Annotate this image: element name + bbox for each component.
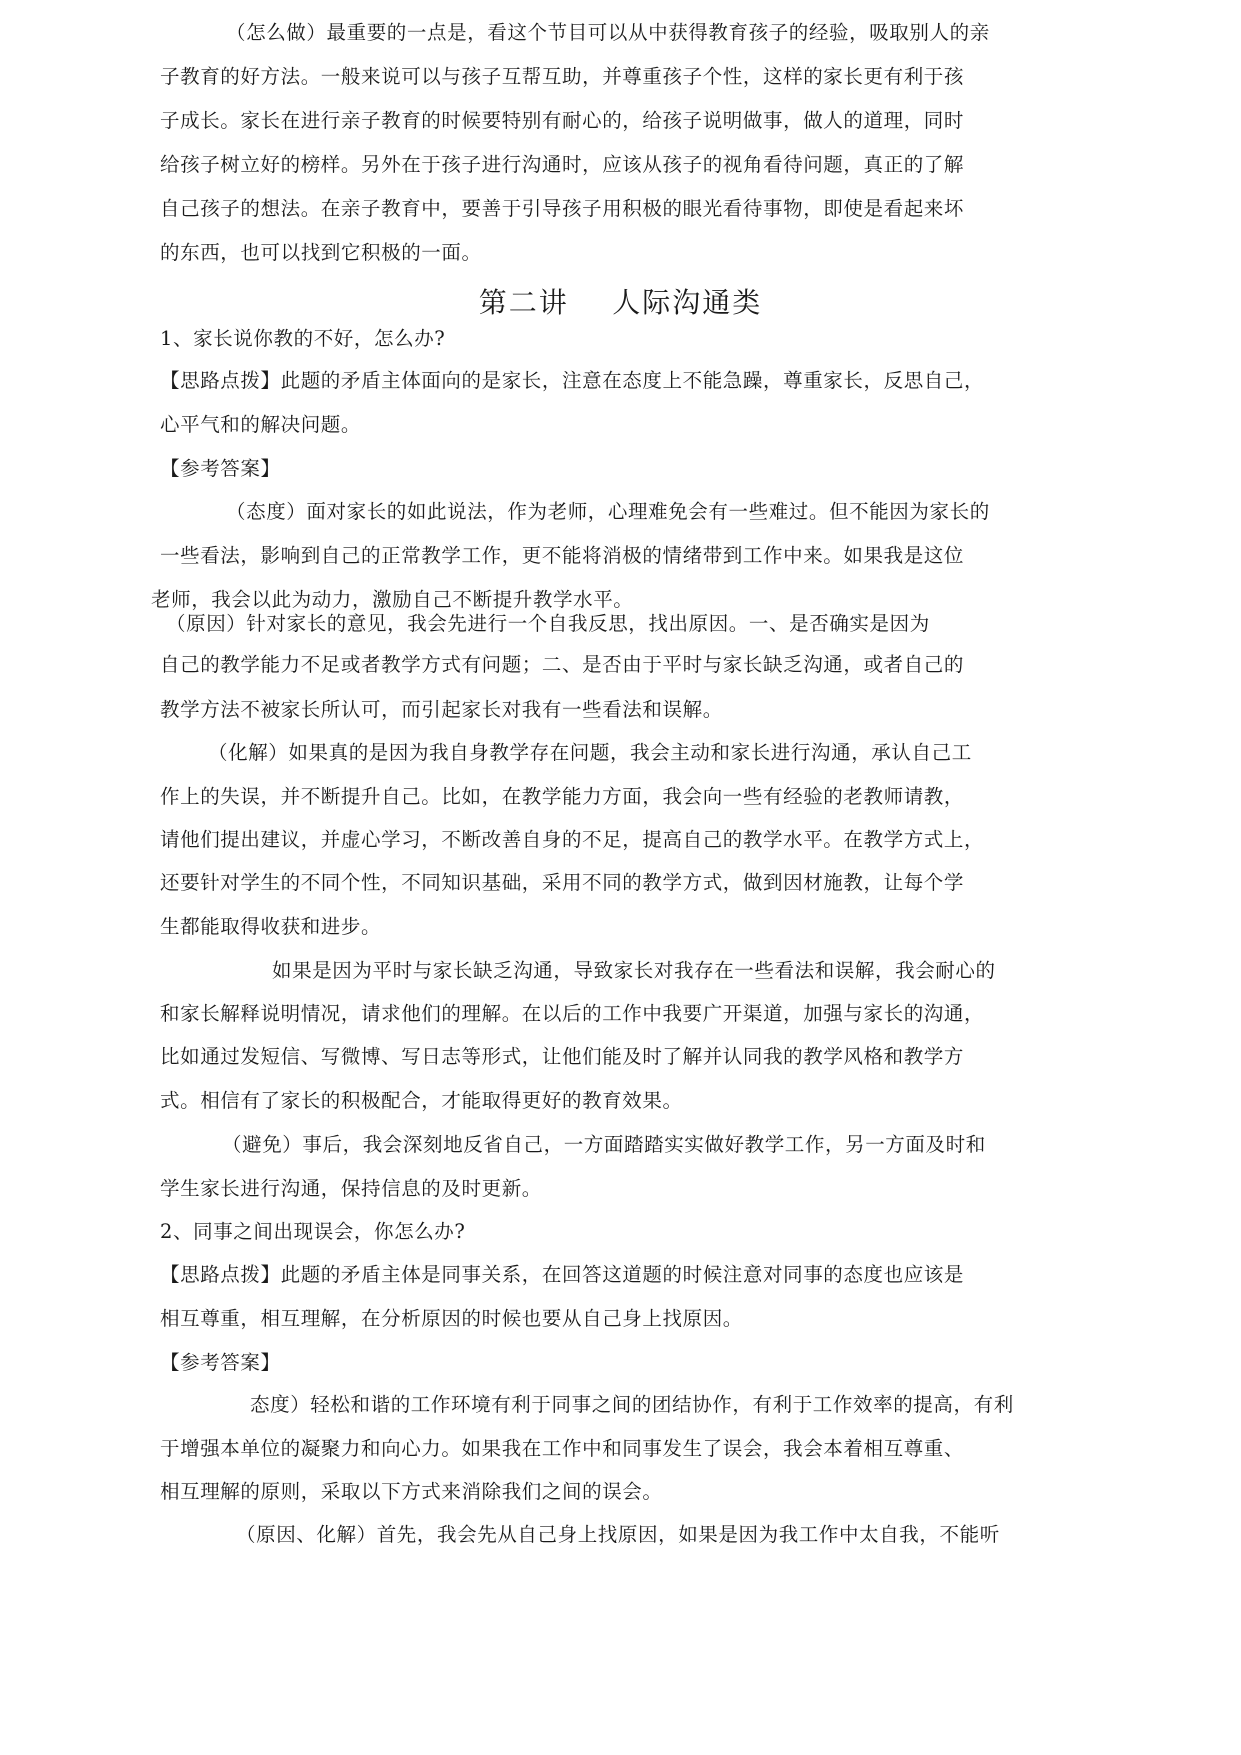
paragraph-line: 如果是因为平时与家长缺乏沟通，导致家长对我存在一些看法和误解，我会耐心的 [272, 959, 996, 982]
section-title: 第二讲 人际沟通类 [478, 286, 763, 319]
paragraph-line: （怎么做）最重要的一点是，看这个节目可以从中获得教育孩子的经验，吸取别人的亲 [226, 21, 990, 44]
paragraph-line: 子成长。家长在进行亲子教育的时候要特别有耐心的，给孩子说明做事，做人的道理，同时 [160, 109, 965, 132]
paragraph-line: 子教育的好方法。一般来说可以与孩子互帮互助，并尊重孩子个性，这样的家长更有利于孩 [160, 65, 965, 88]
paragraph-line: （原因）针对家长的意见，我会先进行一个自我反思，找出原因。一、是否确实是因为 [166, 612, 930, 635]
paragraph-line: 的东西，也可以找到它积极的一面。 [160, 241, 482, 264]
paragraph-line: （原因、化解）首先，我会先从自己身上找原因，如果是因为我工作中太自我，不能听 [236, 1523, 1000, 1546]
paragraph-line: 比如通过发短信、写微博、写日志等形式，让他们能及时了解并认同我的教学风格和教学方 [160, 1045, 965, 1068]
paragraph-line: 作上的失误，并不断提升自己。比如，在教学能力方面，我会向一些有经验的老教师请教， [160, 785, 965, 808]
paragraph-line: 态度）轻松和谐的工作环境有利于同事之间的团结协作，有利于工作效率的提高，有利 [250, 1393, 1014, 1416]
paragraph-line: 教学方法不被家长所认可，而引起家长对我有一些看法和误解。 [160, 698, 723, 721]
paragraph-line: 自己的教学能力不足或者教学方式有问题；二、是否由于平时与家长缺乏沟通，或者自己的 [160, 653, 965, 676]
hint-line: 心平气和的解决问题。 [160, 413, 362, 436]
question-title: 1、家长说你教的不好，怎么办? [160, 327, 446, 350]
paragraph-line: 学生家长进行沟通，保持信息的及时更新。 [160, 1177, 542, 1200]
paragraph-line: 自己孩子的想法。在亲子教育中，要善于引导孩子用积极的眼光看待事物，即使是看起来坏 [160, 197, 965, 220]
question-title: 2、同事之间出现误会，你怎么办? [160, 1220, 466, 1243]
hint-line: 【思路点拨】此题的矛盾主体面向的是家长，注意在态度上不能急躁，尊重家长，反思自己， [160, 369, 985, 392]
paragraph-line: 相互理解的原则，采取以下方式来消除我们之间的误会。 [160, 1480, 663, 1503]
paragraph-line: 和家长解释说明情况，请求他们的理解。在以后的工作中我要广开渠道，加强与家长的沟通， [160, 1002, 985, 1025]
paragraph-line: 生都能取得收获和进步。 [160, 915, 382, 938]
paragraph-line: 一些看法，影响到自己的正常教学工作，更不能将消极的情绪带到工作中来。如果我是这位 [160, 544, 965, 567]
answer-label: 【参考答案】 [160, 1351, 281, 1374]
hint-line: 相互尊重，相互理解，在分析原因的时候也要从自己身上找原因。 [160, 1307, 743, 1330]
answer-label: 【参考答案】 [160, 457, 281, 480]
hint-line: 【思路点拨】此题的矛盾主体是同事关系，在回答这道题的时候注意对同事的态度也应该是 [160, 1263, 965, 1286]
paragraph-line: （化解）如果真的是因为我自身教学存在问题，我会主动和家长进行沟通，承认自己工 [208, 741, 972, 764]
paragraph-line: 给孩子树立好的榜样。另外在于孩子进行沟通时，应该从孩子的视角看待问题，真正的了解 [160, 153, 965, 176]
paragraph-line: （避免）事后，我会深刻地反省自己，一方面踏踏实实做好教学工作，另一方面及时和 [222, 1133, 986, 1156]
paragraph-line: 请他们提出建议，并虚心学习，不断改善自身的不足，提高自己的教学水平。在教学方式上， [160, 828, 985, 851]
paragraph-line: 式。相信有了家长的积极配合，才能取得更好的教育效果。 [160, 1089, 683, 1112]
paragraph-line: （态度）面对家长的如此说法，作为老师，心理难免会有一些难过。但不能因为家长的 [226, 500, 990, 523]
paragraph-line: 还要针对学生的不同个性，不同知识基础，采用不同的教学方式，做到因材施教，让每个学 [160, 871, 965, 894]
paragraph-line: 老师，我会以此为动力，激励自己不断提升教学水平。 [151, 588, 634, 611]
paragraph-line: 于增强本单位的凝聚力和向心力。如果我在工作中和同事发生了误会，我会本着相互尊重、 [160, 1437, 965, 1460]
